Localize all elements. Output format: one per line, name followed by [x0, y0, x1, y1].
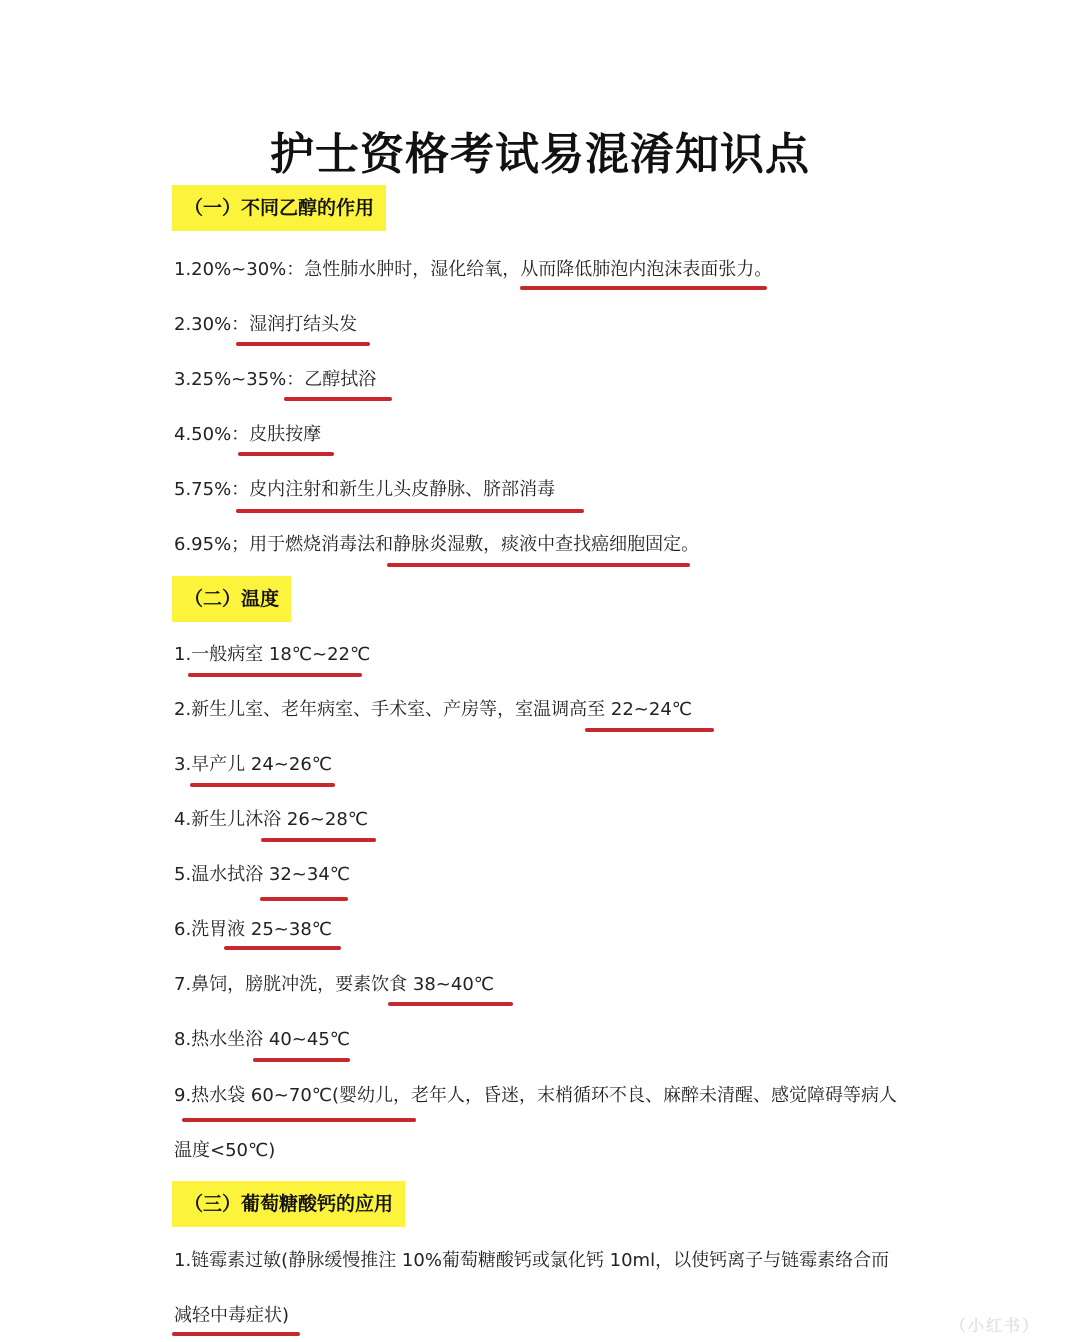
underline-mark	[182, 1118, 416, 1122]
list-item: 减轻中毒症状)	[174, 1305, 290, 1326]
list-item: 4.新生儿沐浴 26~28℃	[174, 809, 369, 830]
list-item: 1.一般病室 18℃~22℃	[174, 644, 371, 665]
underline-mark	[236, 509, 584, 513]
list-item: 1.链霉素过敏(静脉缓慢推注 10%葡萄糖酸钙或氯化钙 10ml，以使钙离子与链霉素络合而	[174, 1250, 890, 1271]
section-heading-calcium-gluconate: （三）葡萄糖酸钙的应用	[172, 1181, 405, 1227]
underline-mark	[260, 897, 348, 901]
list-item: 6.95%；用于燃烧消毒法和静脉炎湿敷，痰液中查找癌细胞固定。	[174, 534, 700, 555]
section-heading-temperature: （二）温度	[172, 576, 291, 622]
watermark: （小红书）	[949, 1316, 1040, 1335]
list-item: 6.洗胃液 25~38℃	[174, 919, 333, 940]
list-item: 2.30%：湿润打结头发	[174, 314, 358, 335]
list-item: 7.鼻饲，膀胱冲洗，要素饮食 38~40℃	[174, 974, 494, 995]
underline-mark	[253, 1058, 350, 1062]
underline-mark	[172, 1332, 300, 1336]
underline-mark	[236, 342, 370, 346]
list-item: 5.75%：皮内注射和新生儿头皮静脉、脐部消毒	[174, 479, 556, 500]
page-title: 护士资格考试易混淆知识点	[270, 129, 810, 180]
list-item: 8.热水坐浴 40~45℃	[174, 1029, 351, 1050]
underline-mark	[261, 838, 376, 842]
list-item: 3.早产儿 24~26℃	[174, 754, 333, 775]
list-item: 温度<50℃)	[174, 1140, 276, 1161]
list-item: 5.温水拭浴 32~34℃	[174, 864, 351, 885]
underline-mark	[284, 397, 392, 401]
underline-mark	[224, 946, 341, 950]
underline-mark	[190, 783, 335, 787]
underline-mark	[188, 673, 362, 677]
list-item: 2.新生儿室、老年病室、手术室、产房等，室温调高至 22~24℃	[174, 699, 692, 720]
underline-mark	[585, 728, 714, 732]
list-item: 1.20%~30%：急性肺水肿时，湿化给氧，从而降低肺泡内泡沫表面张力。	[174, 259, 773, 280]
list-item: 9.热水袋 60~70℃(婴幼儿，老年人，昏迷，末梢循环不良、麻醉未清醒、感觉障碍等病人	[174, 1085, 898, 1106]
underline-mark	[387, 563, 690, 567]
underline-mark	[520, 286, 767, 290]
list-item: 3.25%~35%：乙醇拭浴	[174, 369, 377, 390]
underline-mark	[388, 1002, 513, 1006]
section-heading-ethanol: （一）不同乙醇的作用	[172, 185, 386, 231]
underline-mark	[238, 452, 334, 456]
list-item: 4.50%：皮肤按摩	[174, 424, 322, 445]
